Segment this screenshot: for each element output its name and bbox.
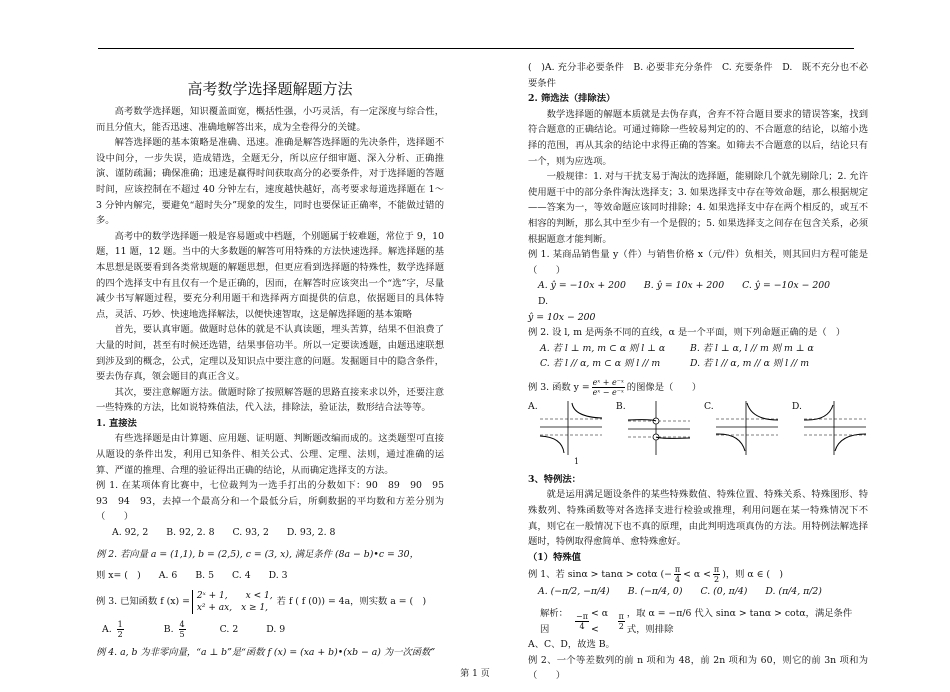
option: D. 3 <box>268 570 288 582</box>
piecewise-case-2: x² + ax, x ≥ 1, <box>196 602 269 613</box>
subsection-heading-special-value: （1）特殊值 <box>528 551 581 563</box>
filter-example-1-options <box>528 278 868 309</box>
option-a: A. $\frac{1}{2}$ <box>102 619 123 639</box>
special-example-2-stem: 例 2、一个等差数列的前 n 项和为 48，前 2n 项和为 60，则它的前 3n 项和为（ ） <box>528 654 868 682</box>
graph-option-b: B. <box>616 399 692 457</box>
option: A. (−π/2, −π/4) <box>538 586 610 598</box>
option: B. 92, 2. 8 <box>166 527 215 539</box>
example-2-line <box>96 568 444 584</box>
example-4-stem: 例 4. a, b 为非零向量，“a ⊥ b”是“函数 f (x) = (xa + b)•(xb − a) 为一次函数” <box>96 646 436 658</box>
option-d: D. 9 <box>266 623 286 635</box>
intro-paragraph-4: 首先，要认真审题。做题时总体的就是不认真读题，埋头苦算，结果不但浪费了大量的时间，甚至有时候还选错，结果事倍功半。所以一定要读透题，由题迅速联想到涉及到的概念，公式，定理以及知识点中要注意的问题。发掘题目中的隐含条件，要去伪存真，领会题目的真正含义。 <box>96 324 444 383</box>
example-4-options: ( )A. 充分非必要条件 B. 必要非充分条件 C. 充要条件 D. 既不充分也不必要条件 <box>528 62 868 89</box>
option: D. (π/4, π/2) <box>765 586 822 598</box>
option: D. 93, 2. 8 <box>286 527 336 539</box>
section-text-special: 就是运用满足题设条件的某些特殊数值、特殊位置、特殊关系、特殊图形、特殊数列、特殊函数等对各选择支进行检验或推理，利用问题在某一特殊情况下不真，则它在一般情况下也不真的原理，由此判明选项真伪的方法。用特例法解选择题时，特例取得愈简单、愈特殊愈好。 <box>528 489 868 548</box>
example-2-question: 则 x= ( ) <box>96 570 141 582</box>
header-rule <box>98 48 854 49</box>
graph-option-c: C. <box>704 399 780 457</box>
graph-a-icon <box>538 399 604 457</box>
section-text-direct: 有些选择题是由计算题、应用题、证明题、判断题改编而成的。这类题型可直接从题设的条件出发，利用已知条件、相关公式、公理、定理、法则，通过准确的运算、严谨的推理、合理的验证得出正确的结论，从而确定选择支的方法。 <box>96 433 444 476</box>
option: B. ŷ = 10x + 200 <box>643 280 725 292</box>
page-title: 高考数学选择题解题方法 <box>187 80 353 98</box>
function-fraction: $\frac{\text{eˣ + e⁻ˣ}}{\text{eˣ − e⁻ˣ}}$ <box>592 377 624 397</box>
section-text-filter-2: 一般规律：1. 对与干扰支易于淘汰的选择题，能剔除几个就先剔除几；2. 允许使用题干中的部分条件淘汰选择支；3. 如果选择支中存在等效命题，那么根据规定——答案为一，等效命题应该同时排除；4. 如果选择支中存在两个相反的，或互不相容的判断，那么其中至少有一个是假的；5. 如果选择支之间存在包含关系，必须根据题意才能判断。 <box>528 171 868 245</box>
option: C. 4 <box>232 570 251 582</box>
filter-example-3-stem <box>528 378 868 397</box>
option: C. (0, π/4) <box>700 586 748 598</box>
option: C. ŷ = −10x − 200 <box>742 280 831 292</box>
example-3-prefix: 例 3. 已知函数 f (x) = <box>96 596 190 608</box>
filter-example-1-option-d: ŷ = 10x − 200 <box>528 311 596 323</box>
option: A. ŷ = −10x + 200 <box>538 280 626 292</box>
option-b: B. $\frac{4}{5}$ <box>163 619 185 639</box>
special-example-1-stem: 例 1、若 sinα > tanα > cotα (− $\frac{\pi}{4}$ < α < $\frac{\pi}{2}$ )，则 α ∈ ( ) <box>528 565 783 585</box>
example-3-stem <box>96 590 444 614</box>
example-2-stem: 例 2. 若向量 a = (1,1), b = (2,5), c = (3, x), 满足条件 (8a − b)•c = 30， <box>96 548 419 560</box>
option: A. 92, 2 <box>112 527 149 539</box>
option: C. 93, 2 <box>232 527 269 539</box>
section-heading-special: 3、特例法： <box>528 473 581 485</box>
option: B. 5 <box>195 570 215 582</box>
option: A. 6 <box>158 570 178 582</box>
example-1-options <box>96 525 444 541</box>
filter-example-2-options <box>528 341 868 372</box>
option: C. 若 l // α, m ⊂ α 则 l // m <box>540 358 661 370</box>
intro-paragraph-1: 高考数学选择题，知识覆盖面宽，概括性强，小巧灵活，有一定深度与综合性，而且分值大，能否迅速、准确地解答出来，成为全卷得分的关键。 <box>96 106 444 133</box>
filter-example-1-stem: 例 1. 某商品销售量 y（件）与销售价格 x（元/件）负相关，则其回归方程可能是 （ ） <box>528 249 887 276</box>
option: D. <box>538 295 549 307</box>
page-footer: 第 1 页 <box>460 669 490 679</box>
example-3-suffix: 若 f ( f (0)) = 4a，则实数 a = ( ) <box>276 596 427 608</box>
graph-options <box>528 399 868 457</box>
option: A. 若 l ⊥ m, m ⊂ α 则 l ⊥ α <box>540 342 666 354</box>
section-text-filter-1: 数学选择题的解题本质就是去伪存真，舍弃不符合题目要求的错误答案，找到符合题意的正确结论。可通过筛除一些较易判定的的、不合题意的结论，以缩小选择的范围，再从其余的结论中求得正确的答案。如筛去不合题意的以后，结论只有一个，则为应选项。 <box>528 108 868 167</box>
example-1-stem: 例 1. 在某项体育比赛中，七位裁判为一选手打出的分数如下：90 89 90 95 93 94 93，去掉一个最高分和一个最低分后，所剩数据的平均数和方差分别为（ ） <box>96 480 454 523</box>
filter-example-2-stem: 例 2. 设 l, m 是两条不同的直线，α 是一个平面，则下列命题正确的是（ ） <box>528 327 846 339</box>
piecewise-case-1: 2ˣ + 1, x < 1, <box>196 590 273 601</box>
option: B. 若 l ⊥ α, l // m 则 m ⊥ α <box>690 342 814 354</box>
graph-c-icon <box>714 399 780 457</box>
piecewise-brace <box>192 590 273 614</box>
left-column <box>96 60 454 660</box>
graph-d-icon <box>802 399 868 457</box>
intro-paragraph-3: 高考中的数学选择题一般是容易题或中档题，个别题属于较难题，常位于 9，10 题，11 题，12 题。当中的大多数题的解答可用特殊的方法快速选择。解选择题的基本思想是既要看到各类常规题的解题思想，但更应看到选择题的特殊性，数学选择题的四个选择支中有且仅有一个是正确的，因而，在解答时应该突出一个“选”字，尽量减少书写解题过程，要充分利用题干和选择两方面提供的信息，依据题目的具体特点，灵活、巧妙、快速地选择解法，以便快速智取，这是解选择题的基本策略 <box>96 230 444 320</box>
option-c: C. 2 <box>219 623 239 635</box>
filter-example-3-prefix: 例 3. 函数 y = <box>528 381 590 393</box>
right-column <box>528 60 887 684</box>
graph-b-icon <box>626 399 692 457</box>
section-heading-direct: 1. 直接法 <box>96 417 137 429</box>
option: B. (−π/4, 0) <box>627 586 683 598</box>
graph-tick-label: 1 <box>574 456 580 466</box>
section-heading-filter: 2. 筛选法（排除法） <box>528 93 616 105</box>
example-3-options <box>96 620 444 639</box>
intro-paragraph-2: 解答选择题的基本策略是准确、迅速。准确是解答选择题的先决条件，选择题不设中间分，一步失误，造成错选，全题无分，所以应仔细审题、深入分析、正确推演、谨防疏漏；确保准确；迅速是赢得时间获取高分的必要条件，对于选择题的答题时间，应该控制在不超过 40 分钟左右，速度越快越好，高考要求每道选择题在 1～3 分钟内解完，要避免“超时失分”现象的发生，同时也要保证正确率，不能做过错的多。 <box>96 137 444 227</box>
option: D. 若 l // α, m // α 则 l // m <box>690 358 810 370</box>
graph-option-a: A. <box>528 399 604 457</box>
graph-option-d: D. <box>792 399 868 457</box>
intro-paragraph-5: 其次，要注意解题方法。做题时除了按照解答题的思路直接来求以外，还要注意一些特殊的方法，比如说特殊值法，代入法，排除法，验证法，数形结合法等等。 <box>96 386 444 414</box>
special-example-1-solution: 解析：因 $\frac{-\pi}{4}$ < α < $\frac{\pi}{2}$ ，取 α = −π/6 代入 sinα > tanα > cotα，满足条件式，则排除 <box>540 608 853 635</box>
filter-example-3-suffix: 的图像是（ ） <box>626 381 702 393</box>
special-example-1-options <box>528 584 868 600</box>
special-example-1-solution-end: A、C、D，故选 B。 <box>528 639 615 651</box>
